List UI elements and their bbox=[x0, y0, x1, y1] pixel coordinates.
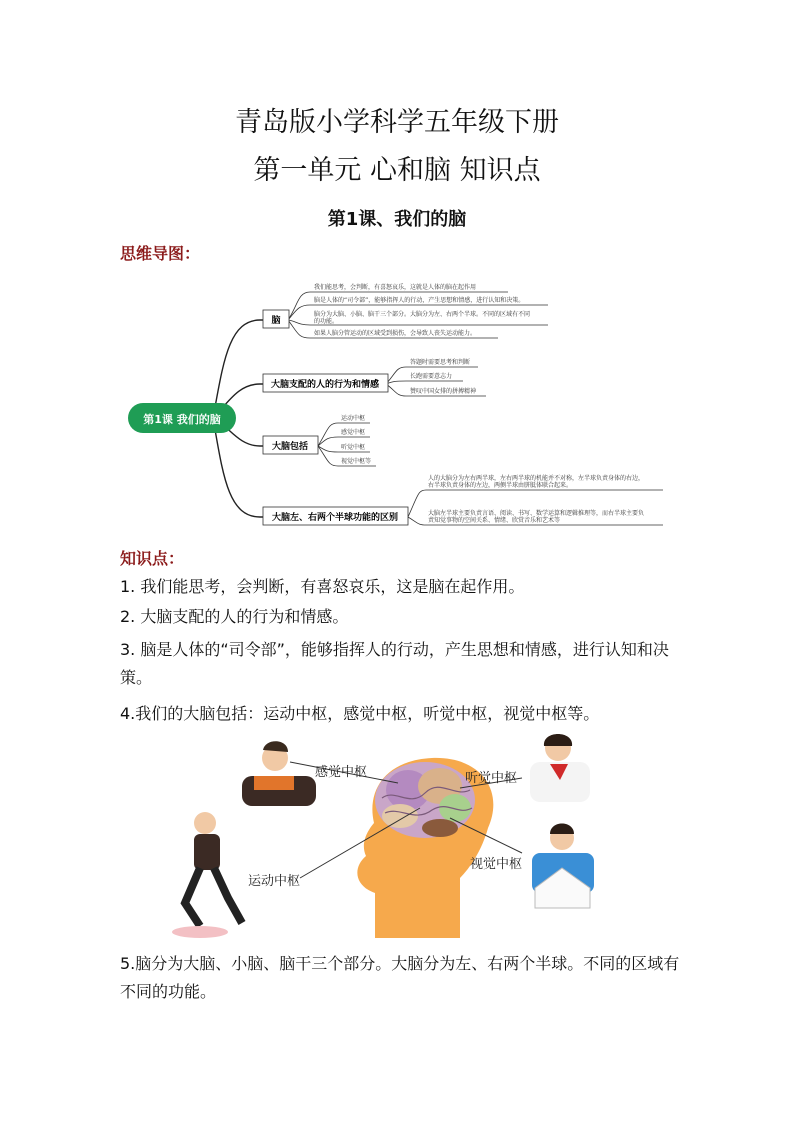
label-hearing-center: 听觉中枢 bbox=[465, 771, 518, 786]
mindmap-leaf: 我们能思考，会判断，有喜怒哀乐，这就是人体的脑在起作用 bbox=[314, 284, 477, 291]
mindmap-leaf: 答题时需要思考和判断 bbox=[410, 359, 471, 366]
child-motor-figure bbox=[172, 812, 242, 938]
mindmap-leaf: 的功能。 bbox=[314, 318, 339, 325]
mindmap-branch-label: 大脑左、右两个半球功能的区别 bbox=[271, 513, 399, 523]
brain-image bbox=[375, 762, 475, 838]
mindmap-branch-label: 脑 bbox=[271, 316, 281, 326]
child-sensory-figure bbox=[242, 741, 316, 806]
mindmap-leaf: 运动中枢 bbox=[341, 415, 366, 422]
mindmap-leaf: 长跑需要意志力 bbox=[410, 373, 453, 380]
mindmap-leaf: 赞叹中国女排的拼搏精神 bbox=[410, 388, 477, 395]
knowledge-heading: 知识点： bbox=[120, 549, 185, 568]
document-title-line1: 青岛版小学科学五年级下册 bbox=[235, 107, 559, 138]
document-title-line2: 第一单元 心和脑 知识点 bbox=[253, 155, 541, 186]
mindmap-root-label: 第1课 我们的脑 bbox=[143, 413, 221, 426]
knowledge-point-4: 4.我们的大脑包括：运动中枢，感觉中枢，听觉中枢，视觉中枢等。 bbox=[120, 704, 600, 723]
label-motor-center: 运动中枢 bbox=[248, 874, 301, 889]
mindmap-leaf: 脑分为大脑、小脑、脑干三个部分。大脑分为左、右两个半球。不同的区域有不同 bbox=[314, 311, 531, 318]
brain-centers-illustration bbox=[170, 728, 630, 943]
label-sensory-center: 感觉中枢 bbox=[315, 765, 368, 780]
mindmap-heading: 思维导图： bbox=[120, 244, 201, 263]
knowledge-point-3: 3. 脑是人体的“司令部”，能够指挥人的行动，产生思想和情感，进行认知和决策。 bbox=[120, 640, 669, 687]
mindmap-branch-label: 大脑支配的人的行为和情感 bbox=[270, 380, 380, 390]
mindmap-leaf: 如果人脑分管运动的区域受到损伤，会导致人丧失运动能力。 bbox=[314, 330, 477, 337]
mind-map bbox=[118, 275, 668, 537]
child-hearing-figure bbox=[530, 734, 590, 802]
mindmap-leaf: 脑是人体的“司令部”，能够指挥人的行动，产生思想和情感，进行认知和决策。 bbox=[314, 297, 525, 304]
mindmap-leaf: 听觉中枢 bbox=[341, 444, 366, 451]
mindmap-leaf: 责知觉事物的空间关系、情绪、欣赏音乐和艺术等 bbox=[428, 517, 561, 524]
mindmap-leaf: 感觉中枢 bbox=[341, 429, 366, 436]
knowledge-point-2: 2. 大脑支配的人的行为和情感。 bbox=[120, 607, 349, 626]
label-visual-center: 视觉中枢 bbox=[470, 857, 523, 872]
child-visual-figure bbox=[532, 824, 594, 909]
knowledge-point-5: 5.脑分为大脑、小脑、脑干三个部分。大脑分为左、右两个半球。不同的区域有不同的功能。 bbox=[120, 954, 680, 1001]
mindmap-leaf: 人的大脑分为左右两半球，左右两半球的机能并不对称，左半球负责身体的右边， bbox=[428, 475, 645, 482]
knowledge-point-1: 1. 我们能思考，会判断，有喜怒哀乐，这是脑在起作用。 bbox=[120, 577, 525, 596]
mindmap-branch-label: 大脑包括 bbox=[271, 442, 309, 452]
lesson-title: 第1课、我们的脑 bbox=[327, 209, 467, 230]
mindmap-leaf: 视觉中枢等 bbox=[341, 458, 372, 465]
mindmap-leaf: 大脑左半球主要负责言语、阅读、书写、数学运算和逻辑推理等，而右半球主要负 bbox=[428, 510, 645, 517]
mindmap-leaf: 右半球负责身体的左边，两侧半球由胼胝体联合起来。 bbox=[428, 482, 573, 489]
